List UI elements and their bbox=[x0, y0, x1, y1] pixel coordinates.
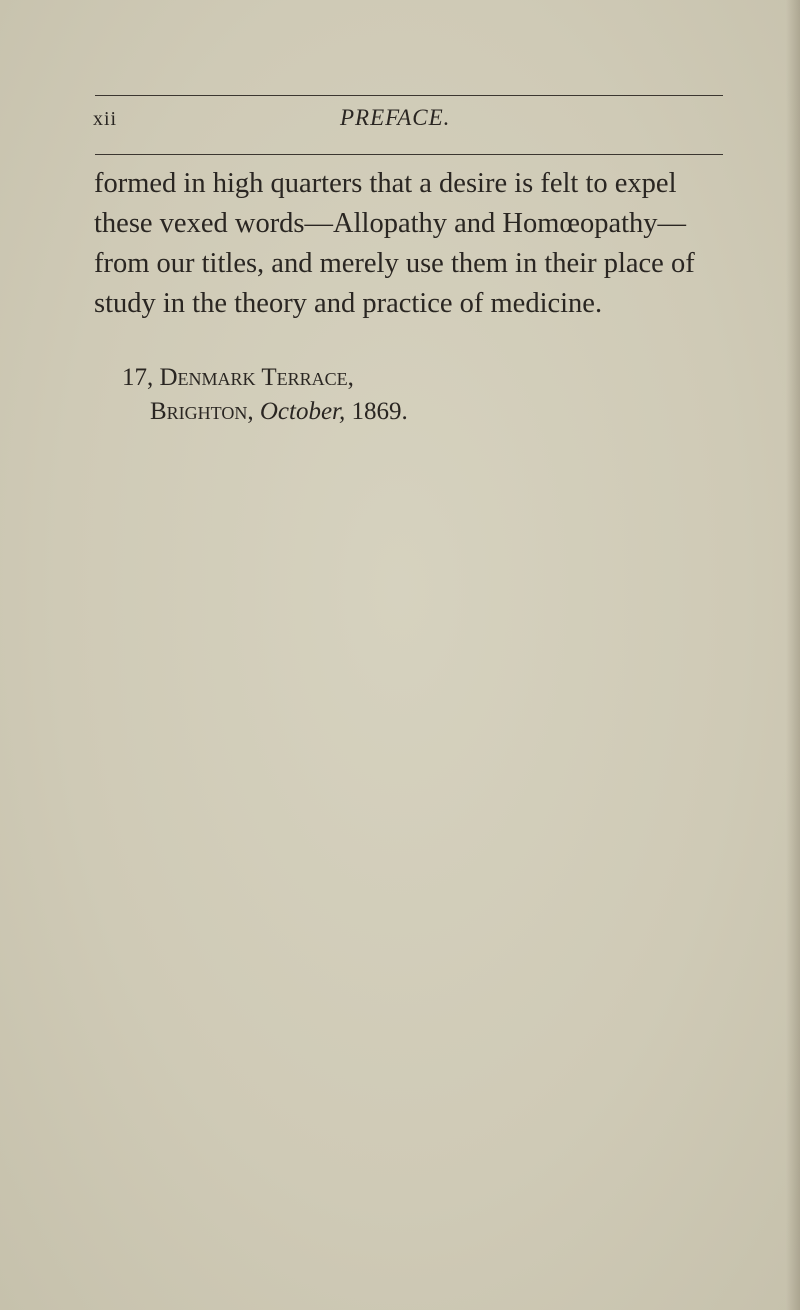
signature-city: Brighton, bbox=[150, 398, 254, 425]
body-paragraph bbox=[94, 164, 734, 324]
page-edge-shadow bbox=[786, 0, 800, 1310]
address-street: Denmark Terrace, bbox=[159, 364, 354, 391]
signature-address bbox=[122, 362, 354, 394]
address-number: 17, bbox=[122, 364, 154, 391]
body-line-4: study in the theory and practice of medicine. bbox=[94, 288, 603, 319]
header-rule-bottom bbox=[95, 154, 723, 155]
body-line-1: formed in high quarters that a desire is felt to expel bbox=[94, 168, 677, 199]
signature-year: 1869. bbox=[351, 398, 408, 425]
header-rule-top bbox=[95, 95, 723, 96]
running-title: PREFACE. bbox=[340, 105, 451, 130]
signature-month: October, bbox=[259, 398, 346, 425]
signature-place-date bbox=[150, 396, 408, 428]
body-line-2: these vexed words—Allopathy and Homœopathy— bbox=[94, 208, 687, 239]
body-line-3: from our titles, and merely use them in their place of bbox=[94, 248, 695, 279]
page-number: xii bbox=[93, 108, 118, 130]
